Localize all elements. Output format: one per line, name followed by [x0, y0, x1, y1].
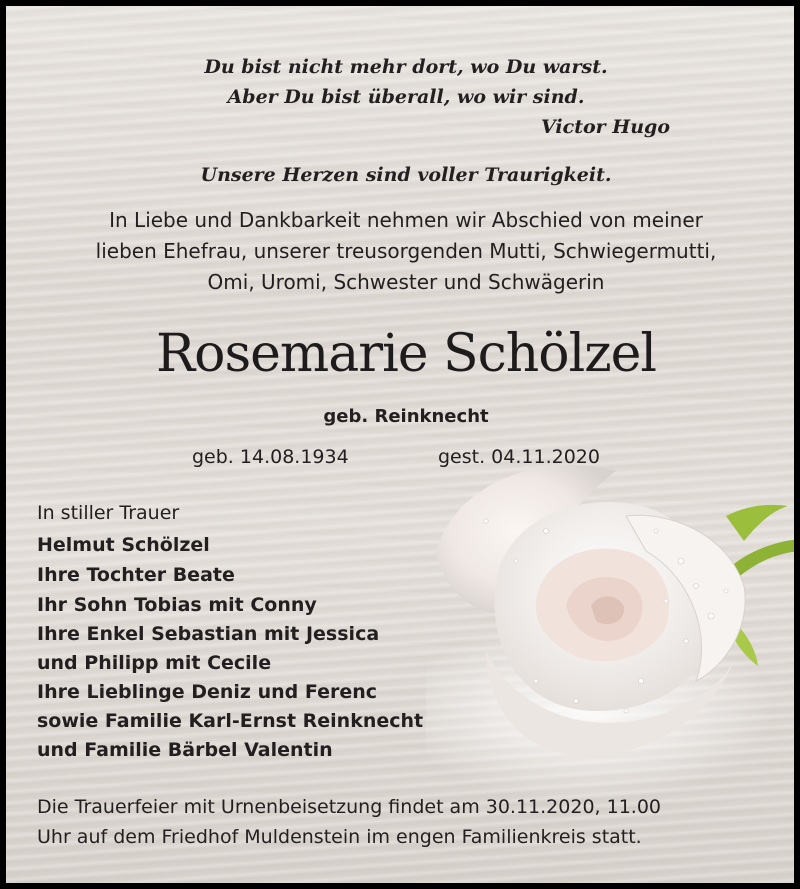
- mourners-heading: In stiller Trauer: [37, 502, 180, 524]
- quote-author: Victor Hugo: [541, 116, 670, 138]
- mourner-4: Ihre Enkel Sebastian mit Jessica: [37, 623, 380, 645]
- mourner-2: Ihre Tochter Beate: [37, 564, 235, 586]
- intro-line-2: lieben Ehefrau, unserer treusorgenden Mutti, Schwiegermutti,: [95, 239, 717, 263]
- mourner-7: sowie Familie Karl-Ernst Reinknecht: [37, 710, 424, 732]
- maiden-name: geb. Reinknecht: [323, 406, 489, 427]
- intro-line-1: In Liebe und Dankbarkeit nehmen wir Abschied von meiner: [109, 208, 703, 232]
- mourner-3: Ihr Sohn Tobias mit Conny: [37, 594, 317, 616]
- mourner-8: und Familie Bärbel Valentin: [37, 739, 333, 761]
- funeral-notice-line-1: Die Trauerfeier mit Urnenbeisetzung findet am 30.11.2020, 11.00: [37, 796, 662, 818]
- mourner-6: Ihre Lieblinge Deniz und Ferenc: [37, 681, 378, 703]
- intro-line-3: Omi, Uromi, Schwester und Schwägerin: [207, 270, 605, 294]
- deceased-name: Rosemarie Schölzel: [156, 324, 656, 384]
- tagline: Unsere Herzen sind voller Traurigkeit.: [200, 164, 612, 186]
- mourner-5: und Philipp mit Cecile: [37, 652, 272, 674]
- quote-line-1: Du bist nicht mehr dort, wo Du warst.: [204, 56, 608, 78]
- mourner-1: Helmut Schölzel: [37, 534, 210, 556]
- funeral-notice-line-2: Uhr auf dem Friedhof Muldenstein im engen Familienkreis statt.: [37, 826, 642, 848]
- white-rose-image: [426, 411, 800, 811]
- death-date: gest. 04.11.2020: [438, 446, 600, 468]
- birth-date: geb. 14.08.1934: [192, 446, 349, 468]
- quote-line-2: Aber Du bist überall, wo wir sind.: [227, 86, 585, 108]
